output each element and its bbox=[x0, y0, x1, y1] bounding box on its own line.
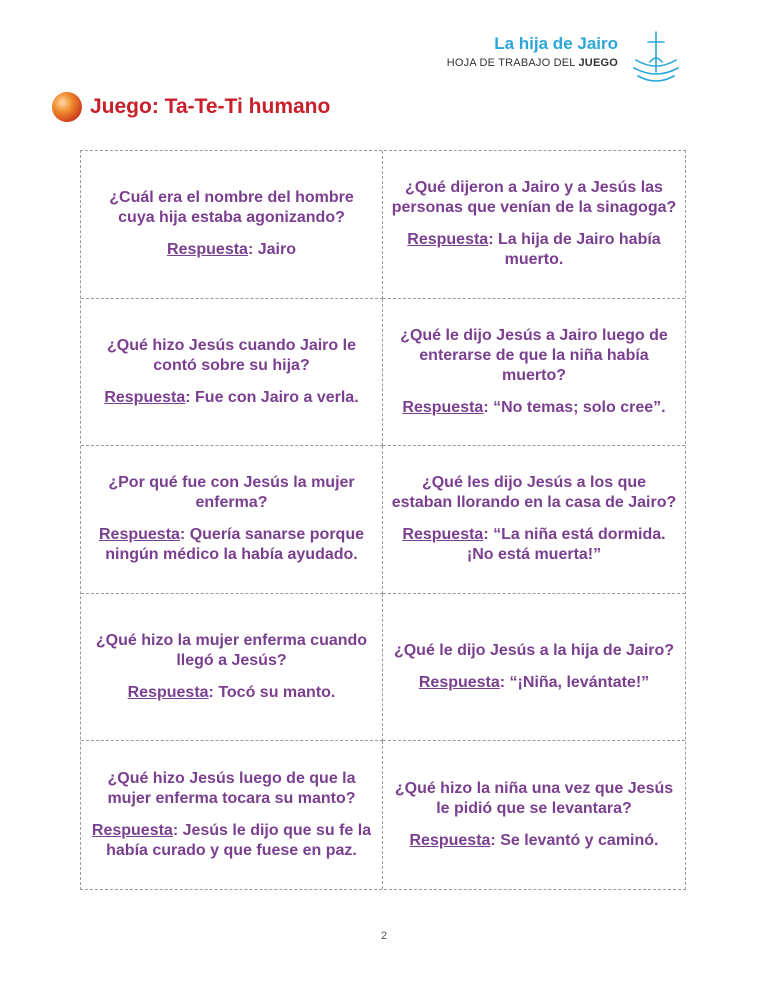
answer-label: Respuesta bbox=[402, 526, 484, 544]
question-card bbox=[383, 151, 685, 299]
question-card bbox=[81, 741, 383, 889]
card-answer bbox=[128, 683, 336, 703]
worksheet-header bbox=[447, 34, 618, 69]
subtitle-prefix: HOJA DE TRABAJO DEL bbox=[446, 57, 579, 69]
card-answer bbox=[402, 398, 665, 418]
worksheet-subtitle bbox=[447, 57, 618, 69]
card-answer bbox=[104, 388, 358, 408]
card-question: ¿Qué le dijo Jesús a la hija de Jairo? bbox=[393, 642, 675, 660]
card-answer bbox=[391, 230, 677, 270]
question-card bbox=[383, 594, 685, 742]
card-question: ¿Qué le dijo Jesús a Jairo luego de enterarse de que la niña había muerto? bbox=[400, 326, 668, 384]
question-card bbox=[81, 446, 383, 594]
card-answer bbox=[89, 525, 374, 565]
question-card bbox=[383, 446, 685, 594]
answer-label: Respuesta bbox=[407, 231, 489, 249]
card-answer bbox=[410, 831, 659, 851]
card-question: ¿Qué hizo la niña una vez que Jesús le pidió que se levantara? bbox=[394, 780, 674, 818]
church-cross-logo-icon bbox=[628, 30, 684, 86]
answer-text: : Quería sanarse porque ningún médico la había ayudado. bbox=[105, 526, 364, 564]
card-answer bbox=[419, 673, 649, 693]
card-question: ¿Qué les dijo Jesús a los que estaban llorando en la casa de Jairo? bbox=[391, 474, 677, 512]
question-card bbox=[81, 151, 383, 299]
question-card-grid bbox=[80, 150, 686, 890]
section-title bbox=[52, 92, 330, 122]
answer-text: : “La niña está dormida. ¡No está muerta!” bbox=[466, 526, 666, 564]
lesson-title: La hija de Jairo bbox=[494, 34, 618, 53]
card-question: ¿Qué hizo la mujer enferma cuando llegó a Jesús? bbox=[95, 632, 368, 670]
answer-label: Respuesta bbox=[167, 241, 248, 259]
answer-label: Respuesta bbox=[104, 388, 186, 406]
answer-text: : Se levantó y caminó. bbox=[490, 832, 659, 850]
answer-label: Respuesta bbox=[409, 832, 491, 850]
card-question: ¿Qué hizo Jesús luego de que la mujer enferma tocara su manto? bbox=[107, 770, 356, 808]
answer-label: Respuesta bbox=[91, 822, 173, 840]
card-answer bbox=[89, 821, 374, 861]
card-answer bbox=[391, 525, 677, 565]
card-question: ¿Por qué fue con Jesús la mujer enferma? bbox=[108, 474, 355, 512]
answer-label: Respuesta bbox=[99, 526, 180, 544]
answer-text: : Jesús le dijo que su fe la había curado y que fuese en paz. bbox=[106, 822, 372, 860]
card-question: ¿Qué hizo Jesús cuando Jairo le contó sobre su hija? bbox=[107, 336, 356, 374]
answer-text: : “No temas; solo cree”. bbox=[483, 398, 666, 416]
answer-text: : Jairo bbox=[247, 241, 296, 259]
game-title: Juego: Ta-Te-Ti humano bbox=[90, 95, 331, 118]
question-card bbox=[383, 741, 685, 889]
card-question: ¿Qué dijeron a Jairo y a Jesús las personas que venían de la sinagoga? bbox=[391, 179, 677, 217]
answer-text: : La hija de Jairo había muerto. bbox=[488, 231, 661, 269]
answer-label: Respuesta bbox=[127, 684, 209, 702]
card-question: ¿Cuál era el nombre del hombre cuya hija estaba agonizando? bbox=[109, 189, 354, 227]
answer-label: Respuesta bbox=[418, 674, 500, 692]
answer-text: : “¡Niña, levántate!” bbox=[499, 674, 650, 692]
red-ball-icon bbox=[52, 92, 82, 122]
question-card bbox=[383, 299, 685, 447]
question-card bbox=[81, 594, 383, 742]
subtitle-bold: JUEGO bbox=[578, 57, 618, 69]
card-answer bbox=[167, 240, 296, 260]
question-card bbox=[81, 299, 383, 447]
answer-text: : Fue con Jairo a verla. bbox=[185, 388, 359, 406]
answer-label: Respuesta bbox=[402, 398, 484, 416]
answer-text: : Tocó su manto. bbox=[208, 684, 336, 702]
page-number: 2 bbox=[380, 930, 388, 942]
